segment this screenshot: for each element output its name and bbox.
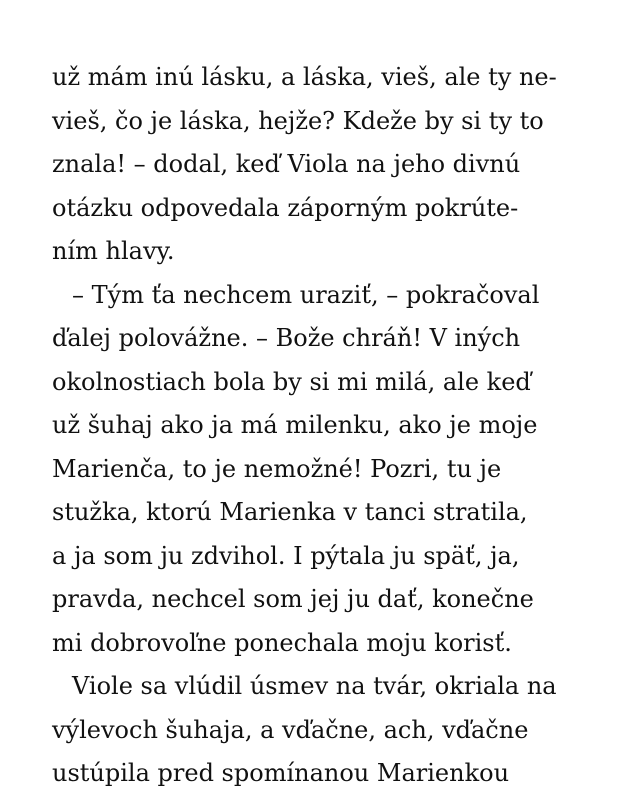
text-line: a ja som ju zdvihol. I pýtala ju späť, ja, [52, 541, 520, 570]
text-line: už mám inú lásku, a láska, vieš, ale ty ne- [52, 63, 557, 91]
text-line: – Tým ťa nechcem uraziť, – pokračoval [72, 280, 540, 309]
text-line: Marienča, to je nemožné! Pozri, tu je [52, 454, 502, 483]
text-line: vieš, čo je láska, hejže? Kdeže by si ty to [52, 106, 544, 135]
page-text [52, 56, 632, 796]
text-line: okolnostiach bola by si mi milá, ale keď [52, 367, 531, 396]
text-line: ďalej polovážne. – Bože chráň! V iných [52, 324, 521, 352]
text-line: Viole sa vlúdil úsmev na tvár, okriala na [72, 672, 557, 700]
text-line: výlevoch šuhaja, a vďačne, ach, vďačne [52, 715, 529, 744]
text-line: ustúpila pred spomínanou Marienkou [52, 759, 510, 787]
text-line: pravda, nechcel som jej ju dať, konečne [52, 585, 534, 613]
text-line: otázku odpovedala záporným pokrúte- [52, 193, 519, 222]
text-line: stužka, ktorú Marienka v tanci stratila, [52, 498, 528, 526]
text-line: mi dobrovoľne ponechala moju korisť. [52, 628, 512, 657]
text-line: už šuhaj ako ja má milenku, ako je moje [52, 411, 538, 439]
text-line: ním hlavy. [52, 237, 175, 265]
text-line: znala! – dodal, keď Viola na jeho divnú [52, 150, 521, 178]
